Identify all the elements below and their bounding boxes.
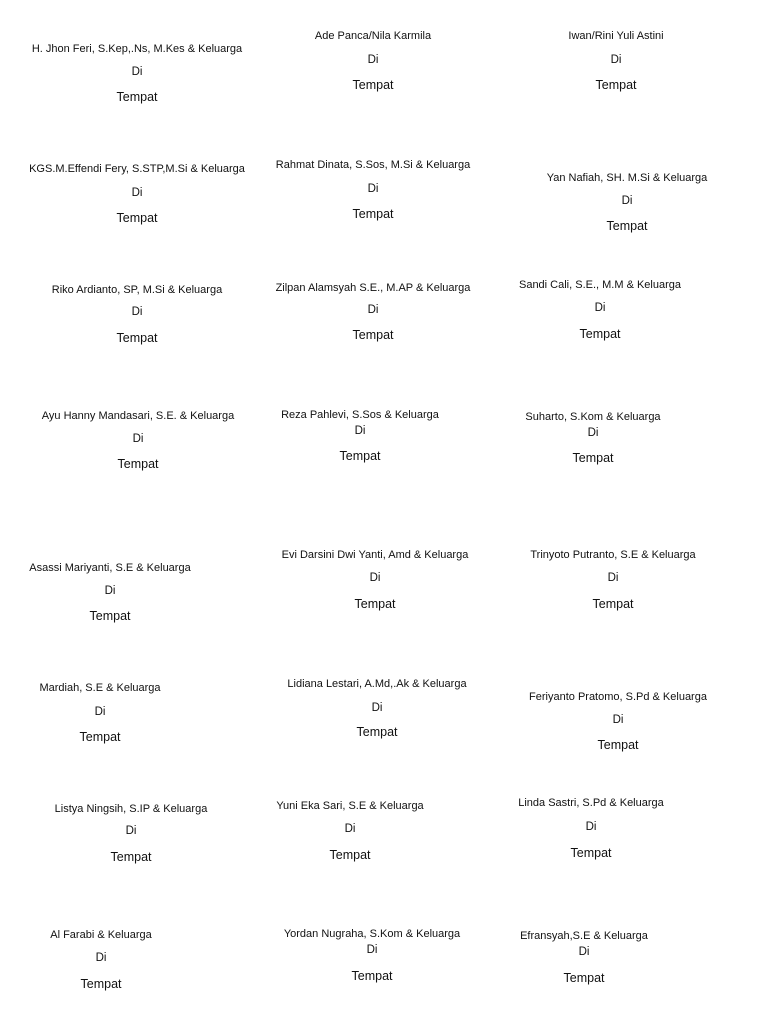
recipient-name: Ade Panca/Nila Karmila — [314, 30, 432, 42]
recipient-name: Ayu Hanny Mandasari, S.E. & Keluarga — [41, 410, 235, 422]
recipient-name: Rahmat Dinata, S.Sos, M.Si & Keluarga — [275, 159, 471, 171]
di-text: Di — [607, 572, 619, 584]
tempat-text: Tempat — [572, 451, 614, 465]
di-text: Di — [587, 427, 599, 439]
recipient-name: Iwan/Rini Yuli Astini — [568, 30, 664, 42]
tempat-text: Tempat — [595, 78, 637, 92]
di-text: Di — [132, 433, 144, 445]
di-text: Di — [578, 946, 590, 958]
di-text: Di — [610, 54, 622, 66]
recipient-name: Yuni Eka Sari, S.E & Keluarga — [276, 800, 424, 812]
recipient-name: Yan Nafiah, SH. M.Si & Keluarga — [546, 172, 708, 184]
recipient-name: Yordan Nugraha, S.Kom & Keluarga — [283, 928, 461, 940]
tempat-text: Tempat — [563, 971, 605, 985]
tempat-text: Tempat — [352, 78, 394, 92]
recipient-name: KGS.M.Effendi Fery, S.STP,M.Si & Keluarga — [29, 163, 245, 175]
tempat-text: Tempat — [351, 969, 393, 983]
di-text: Di — [125, 825, 137, 837]
tempat-text: Tempat — [592, 597, 634, 611]
di-text: Di — [367, 54, 379, 66]
tempat-text: Tempat — [354, 597, 396, 611]
tempat-text: Tempat — [116, 211, 158, 225]
di-text: Di — [371, 702, 383, 714]
di-text: Di — [612, 714, 624, 726]
tempat-text: Tempat — [116, 331, 158, 345]
recipient-name: H. Jhon Feri, S.Kep,.Ns, M.Kes & Keluarga — [31, 43, 243, 55]
tempat-text: Tempat — [352, 207, 394, 221]
di-text: Di — [594, 302, 606, 314]
recipient-name: Lidiana Lestari, A.Md,.Ak & Keluarga — [287, 678, 467, 690]
tempat-text: Tempat — [570, 846, 612, 860]
tempat-text: Tempat — [579, 327, 621, 341]
recipient-name: Linda Sastri, S.Pd & Keluarga — [518, 797, 664, 809]
tempat-text: Tempat — [110, 850, 152, 864]
recipient-name: Suharto, S.Kom & Keluarga — [525, 411, 661, 423]
di-text: Di — [354, 425, 366, 437]
tempat-text: Tempat — [339, 449, 381, 463]
tempat-text: Tempat — [117, 457, 159, 471]
recipient-name: Al Farabi & Keluarga — [50, 929, 152, 941]
recipient-name: Listya Ningsih, S.IP & Keluarga — [54, 803, 208, 815]
di-text: Di — [621, 195, 633, 207]
di-text: Di — [95, 952, 107, 964]
recipient-name: Evi Darsini Dwi Yanti, Amd & Keluarga — [281, 549, 469, 561]
di-text: Di — [367, 183, 379, 195]
di-text: Di — [344, 823, 356, 835]
recipient-name: Efransyah,S.E & Keluarga — [520, 930, 648, 942]
tempat-text: Tempat — [89, 609, 131, 623]
di-text: Di — [131, 306, 143, 318]
recipient-name: Riko Ardianto, SP, M.Si & Keluarga — [51, 284, 223, 296]
di-text: Di — [131, 66, 143, 78]
tempat-text: Tempat — [79, 730, 121, 744]
tempat-text: Tempat — [329, 848, 371, 862]
recipient-name: Trinyoto Putranto, S.E & Keluarga — [530, 549, 696, 561]
di-text: Di — [367, 304, 379, 316]
tempat-text: Tempat — [356, 725, 398, 739]
di-text: Di — [104, 585, 116, 597]
recipient-name: Mardiah, S.E & Keluarga — [39, 682, 161, 694]
di-text: Di — [131, 187, 143, 199]
di-text: Di — [94, 706, 106, 718]
di-text: Di — [369, 572, 381, 584]
recipient-name: Feriyanto Pratomo, S.Pd & Keluarga — [529, 691, 707, 703]
di-text: Di — [585, 821, 597, 833]
tempat-text: Tempat — [80, 977, 122, 991]
recipient-name: Reza Pahlevi, S.Sos & Keluarga — [281, 409, 439, 421]
tempat-text: Tempat — [116, 90, 158, 104]
recipient-name: Asassi Mariyanti, S.E & Keluarga — [29, 562, 191, 574]
tempat-text: Tempat — [352, 328, 394, 342]
tempat-text: Tempat — [606, 219, 648, 233]
di-text: Di — [366, 944, 378, 956]
recipient-name: Sandi Cali, S.E., M.M & Keluarga — [518, 279, 681, 291]
tempat-text: Tempat — [597, 738, 639, 752]
recipient-name: Zilpan Alamsyah S.E., M.AP & Keluarga — [275, 282, 471, 294]
